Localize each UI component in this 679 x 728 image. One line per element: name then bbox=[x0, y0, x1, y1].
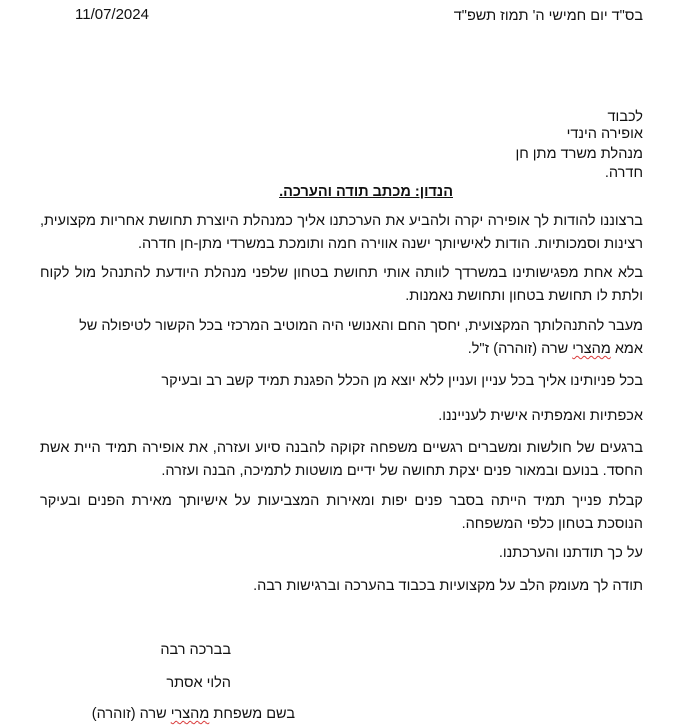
on-behalf-prefix: בשם משפחת bbox=[213, 706, 295, 722]
p3-surname: מהצרי bbox=[572, 341, 611, 357]
paragraph-7: קבלת פנייך תמיד הייתה בסבר פנים יפות ומאירות המצביעות על אישיותך מאירת הפנים ובעיקר הנוסכת בטחון כלפי המשפחה. bbox=[40, 493, 643, 532]
hebrew-date: בס"ד יום חמישי ה' תמוז תשפ"ד bbox=[453, 8, 643, 24]
on-behalf-line bbox=[92, 705, 295, 723]
paragraph-3 bbox=[40, 315, 643, 361]
recipient-name: אופירה הינדי bbox=[566, 126, 643, 142]
paragraph-1: ברצוננו להודות לך אופירה יקרה ולהביע את הערכתנו אליך כמנהלת היוצרת תחושת אחריות מקצועית, רצינות וסמכותיות. הודות לאישיותך ישנה אווירה חמה ותומכת במשרדי מתן-חן חדרה. bbox=[40, 213, 643, 252]
paragraph-5: אכפתיות ואמפתיה אישית לענייננו. bbox=[438, 408, 643, 424]
paragraph-8: על כך תודתנו והערכתנו. bbox=[498, 545, 643, 561]
on-behalf-surname: מהצרי bbox=[170, 706, 210, 722]
recipient-honorific: לכבוד bbox=[607, 109, 643, 125]
p3-suffix: שרה (זוהרה) ז"ל. bbox=[467, 341, 569, 357]
paragraph-9: תודה לך מעומק הלב על מקצועיות בכבוד בהערכה וברגישות רבה. bbox=[253, 578, 643, 594]
paragraph-4: בכל פניותינו אליך בכל עניין ועניין ללא יוצא מן הכלל הפגנת תמיד קשב רב ובעיקר bbox=[161, 373, 643, 389]
signer-name: הלוי אסתר bbox=[166, 675, 231, 691]
closing-line: בברכה רבה bbox=[160, 642, 231, 658]
gregorian-date: 11/07/2024 bbox=[75, 6, 149, 23]
subject-line: הנדון: מכתב תודה והערכה. bbox=[279, 184, 453, 200]
p3-prefix: אמא bbox=[614, 341, 643, 357]
on-behalf-suffix: שרה (זוהרה) bbox=[91, 706, 167, 722]
recipient-city: חדרה. bbox=[604, 165, 643, 181]
paragraph-3-line-1: מעבר להתנהלותך המקצועית, יחסך החם והאנושי היה המוטיב המרכזי בכל הקשור לטיפולה של bbox=[79, 318, 643, 334]
paragraph-2: בלא אחת מפגישותינו במשרדך לוותה אותי תחושת בטחון שלפני מנהלת היודעת להתנהל מול לקוח ולתת לו תחושת בטחון ותחושת נאמנות. bbox=[40, 265, 643, 304]
paragraph-6: ברגעים של חולשות ומשברים רגשיים משפחה זקוקה להבנה סיוע ועזרה, את אופירה תמיד היית אשת החסד. בנועם ובמאור פנים יצקת תחושה של ידיים מושטות לתמיכה, הבנה ועזרה. bbox=[40, 440, 643, 479]
paragraph-3-line-2 bbox=[40, 338, 643, 361]
recipient-role: מנהלת משרד מתן חן bbox=[515, 146, 643, 162]
